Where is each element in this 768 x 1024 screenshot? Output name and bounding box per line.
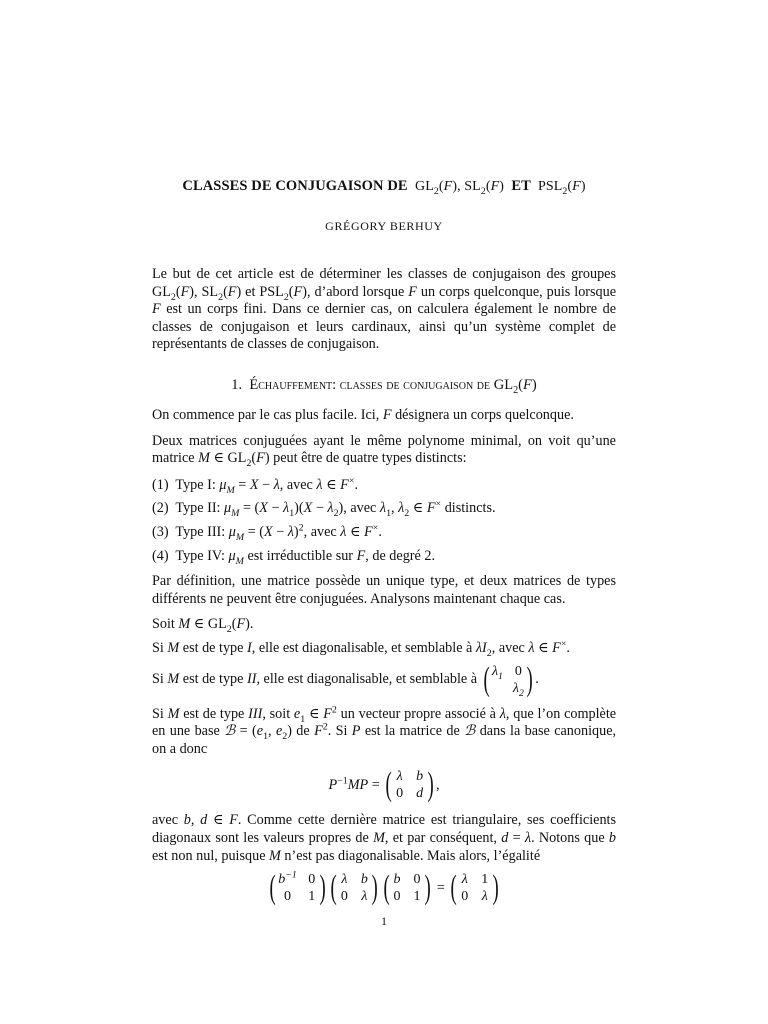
list-item: (3) Type III: $\mu_M = (X - \lambda)^2$, avec λ ∈ F×.: [152, 522, 382, 543]
paragraph: Par définition, une matrice possède un unique type, et deux matrices de types différents ne peuvent être conjuguées. Analysons maintenant chaque cas.: [152, 573, 616, 607]
paragraph: Si M est de type I, elle est diagonalisable, et semblable à $\lambda I_2$, avec λ ∈ F×.: [152, 638, 570, 659]
section-heading: 1. Échauffement: classes de conjugaison de $GL_2(F)$: [231, 377, 537, 396]
paragraph: Si M est de type II, elle est diagonalisable, et semblable à ( $\lambda_1$ 0 $\lambda_2$ ) .: [152, 660, 539, 699]
diag-matrix: ( $\lambda_1$ 0 $\lambda_2$ ): [483, 660, 533, 699]
paper-title: CLASSES DE CONJUGAISON DE $GL_2(F)$, $SL_2(F)$ ET $PSL_2(F)$: [182, 178, 586, 197]
abstract: Le but de cet article est de déterminer les classes de conjugaison des groupes $GL_2(F)$, $SL_2(F)$ et $PSL_2(F)$, d’abord lorsque F un corps quelconque, puis lorsque F est un corps fini. Dans ce dernier cas, on calculera également le nombre de classes de conjugaison et leurs cardinaux, ainsi qu’un système complet de représentants de classes de conjugaison.: [152, 266, 617, 353]
paragraph: On commence par le cas plus facile. Ici, F désignera un corps quelconque.: [152, 407, 574, 423]
list-item: (1) Type I: $\mu_M = X - \lambda$, avec λ ∈ F×.: [152, 475, 358, 496]
paragraph: Soit M ∈ $GL_2(F)$.: [152, 616, 254, 636]
list-item: (4) Type IV: $\mu_M$ est irréductible sur F, de degré 2.: [152, 547, 435, 567]
type-list: [152, 477, 616, 565]
page-number: 1: [381, 914, 387, 928]
list-item: (2) Type II: $\mu_M = (X - \lambda_1)(X - \lambda_2)$, avec $\lambda_1$, $\lambda_2$ ∈ F× distincts.: [152, 498, 496, 520]
equation: ( $b^{-1}$ 0 0 1 ) ( λ b 0 λ ) ( b 0 0 1 ) = ( λ 1 0 λ ): [269, 869, 499, 907]
paragraph: Deux matrices conjuguées ayant le même polynome minimal, on voit qu’une matrice M ∈ $GL_2(F)$ peut être de quatre types distincts:: [152, 432, 616, 470]
body-text: [152, 407, 616, 909]
author-name: GRÉGORY BERHUY: [325, 219, 443, 233]
equation: $P^{-1}MP$ = ( λ b 0 d ) ,: [328, 766, 440, 804]
title-math: $GL_2(F)$, $SL_2(F)$: [411, 179, 508, 197]
paragraph: avec b, d ∈ F. Comme cette dernière matrice est triangulaire, ses coefficients diagonaux sont les valeurs propres de M, et par conséquent, d = λ. Notons que b est non nul, puisque M n’est pas diagonalisable. Mais alors, l’égalité: [152, 812, 617, 864]
paragraph: Si M est de type III, soit $e_1$ ∈ $F^2$ un vecteur propre associé à λ, que l’on complète en une base ℬ = ($e_1$, $e_2$) de $F^2$. Si P est la matrice de ℬ dans la base canonique, on a donc: [152, 703, 617, 757]
